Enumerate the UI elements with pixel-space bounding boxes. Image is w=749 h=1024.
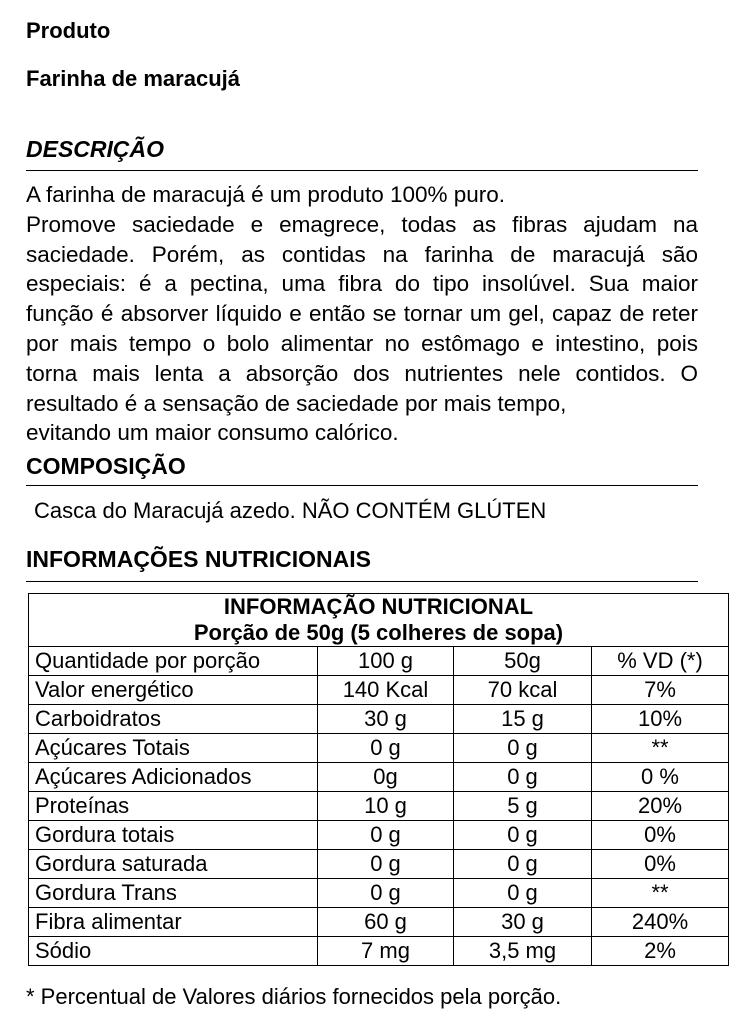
- nutrient-name: Carboidratos: [29, 705, 318, 734]
- value-50g: 0 g: [454, 734, 592, 763]
- nutrient-name: Gordura Trans: [29, 879, 318, 908]
- value-100g: 0g: [318, 763, 454, 792]
- table-row: [29, 705, 729, 734]
- value-100g: 140 Kcal: [318, 676, 454, 705]
- value-50g: 15 g: [454, 705, 592, 734]
- column-header: 100 g: [318, 647, 454, 676]
- value-50g: 3,5 mg: [454, 937, 592, 966]
- nutrient-name: Fibra alimentar: [29, 908, 318, 937]
- nutrient-name: Proteínas: [29, 792, 318, 821]
- value-100g: 10 g: [318, 792, 454, 821]
- footnote: * Percentual de Valores diários fornecidos pela porção.: [26, 984, 562, 1009]
- nutrient-name: Valor energético: [29, 676, 318, 705]
- descricao-title: DESCRIÇÃO: [26, 136, 165, 162]
- descricao-text: [26, 180, 698, 448]
- table-row: [29, 676, 729, 705]
- nutrition-table: [28, 593, 729, 966]
- value-50g: 0 g: [454, 763, 592, 792]
- nutrient-name: Gordura saturada: [29, 850, 318, 879]
- value-50g: 0 g: [454, 821, 592, 850]
- value-vd: 2%: [592, 937, 729, 966]
- table-header-row: [29, 647, 729, 676]
- composicao-divider: [26, 485, 698, 486]
- value-100g: 7 mg: [318, 937, 454, 966]
- table-row: [29, 850, 729, 879]
- nutrient-name: Gordura totais: [29, 821, 318, 850]
- value-vd: 0%: [592, 850, 729, 879]
- descricao-line1: A farinha de maracujá é um produto 100% puro.: [26, 182, 506, 207]
- informacoes-title: INFORMAÇÕES NUTRICIONAIS: [26, 546, 371, 572]
- value-50g: 70 kcal: [454, 676, 592, 705]
- column-header: % VD (*): [592, 647, 729, 676]
- descricao-last-line: evitando um maior consumo calórico.: [26, 420, 399, 446]
- value-50g: 5 g: [454, 792, 592, 821]
- table-row: [29, 734, 729, 763]
- table-title: INFORMAÇÃO NUTRICIONAL: [29, 594, 729, 621]
- table-row: [29, 879, 729, 908]
- informacoes-divider: [26, 581, 698, 582]
- value-vd: **: [592, 734, 729, 763]
- table-row: [29, 821, 729, 850]
- value-vd: 10%: [592, 705, 729, 734]
- value-100g: 0 g: [318, 879, 454, 908]
- nutrient-name: Açúcares Totais: [29, 734, 318, 763]
- value-50g: 0 g: [454, 879, 592, 908]
- value-100g: 0 g: [318, 734, 454, 763]
- descricao-divider: [26, 170, 698, 171]
- value-vd: 240%: [592, 908, 729, 937]
- table-row: [29, 937, 729, 966]
- value-vd: 7%: [592, 676, 729, 705]
- composicao-text: Casca do Maracujá azedo. NÃO CONTÉM GLÚTEN: [34, 498, 547, 523]
- value-100g: 0 g: [318, 821, 454, 850]
- value-50g: 30 g: [454, 908, 592, 937]
- product-name: Farinha de maracujá: [26, 66, 240, 91]
- value-vd: **: [592, 879, 729, 908]
- nutrient-name: Sódio: [29, 937, 318, 966]
- value-vd: 20%: [592, 792, 729, 821]
- table-subtitle: Porção de 50g (5 colheres de sopa): [29, 620, 729, 647]
- value-100g: 30 g: [318, 705, 454, 734]
- table-row: [29, 908, 729, 937]
- column-header: 50g: [454, 647, 592, 676]
- table-row: [29, 792, 729, 821]
- value-vd: 0 %: [592, 763, 729, 792]
- table-title-row: [29, 594, 729, 621]
- column-header: Quantidade por porção: [29, 647, 318, 676]
- value-50g: 0 g: [454, 850, 592, 879]
- descricao-paragraph: Promove saciedade e emagrece, todas as fibras ajudam na saciedade. Porém, as contidas na farinha de maracujá são especiais: é a pectina, uma fibra do tipo insolúvel. Sua maior função é absorver líquido e então se tornar um gel, capaz de reter por mais tempo o bolo alimentar no estômago e intestino, pois torna mais lenta a absorção dos nutrientes nele contidos. O resultado é a sensação de saciedade por mais tempo,: [26, 211, 698, 416]
- product-label: Produto: [26, 18, 111, 43]
- composicao-title: COMPOSIÇÃO: [26, 453, 186, 479]
- value-100g: 60 g: [318, 908, 454, 937]
- table-row: [29, 763, 729, 792]
- nutrient-name: Açúcares Adicionados: [29, 763, 318, 792]
- value-100g: 0 g: [318, 850, 454, 879]
- table-subtitle-row: [29, 620, 729, 647]
- value-vd: 0%: [592, 821, 729, 850]
